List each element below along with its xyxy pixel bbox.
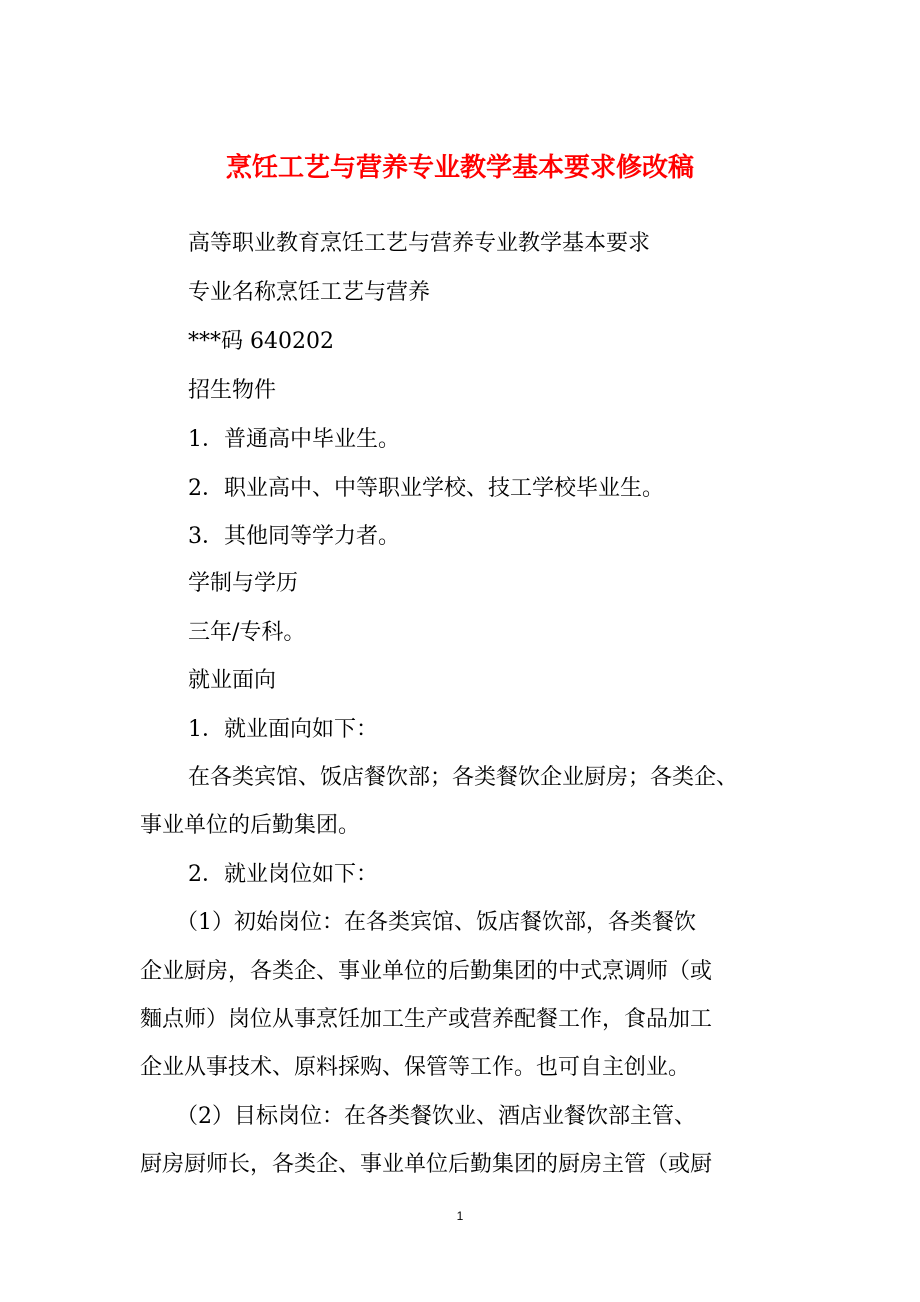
- paragraph-line: ***码 640202: [188, 329, 334, 354]
- list-item: 2．就业岗位如下：: [188, 862, 378, 887]
- paragraph-line: 企业厨房，各类企、事业单位的后勤集团的中式烹调师（或: [140, 959, 713, 984]
- paragraph-line: 事业单位的后勤集团。: [140, 813, 361, 838]
- section-heading: 招生物件: [188, 378, 277, 403]
- page-number: 1: [456, 1209, 464, 1223]
- paragraph-line: 在各类宾馆、饭店餐饮部；各类餐饮企业厨房；各类企、: [188, 765, 739, 790]
- section-heading: 学制与学历: [188, 571, 299, 596]
- paragraph-line: 厨房厨师长，各类企、事业单位后勤集团的厨房主管（或厨: [140, 1152, 713, 1177]
- paragraph-line: 三年/专科。: [188, 620, 306, 645]
- list-item: 2．职业高中、中等职业学校、技工学校毕业生。: [188, 476, 664, 501]
- paragraph-line: （2）目标岗位：在各类餐饮业、酒店业餐饮部主管、: [176, 1104, 696, 1129]
- paragraph-line: （1）初始岗位：在各类宾馆、饭店餐饮部，各类餐饮: [176, 910, 696, 935]
- paragraph-line: 专业名称烹饪工艺与营养: [188, 280, 431, 305]
- list-item: 1．就业面向如下：: [188, 717, 378, 742]
- paragraph-line: 高等职业教育烹饪工艺与营养专业教学基本要求: [188, 231, 651, 256]
- list-item: 1．普通高中毕业生。: [188, 427, 400, 452]
- paragraph-line: 麵点师）岗位从事烹饪加工生产或营养配餐工作，食品加工: [140, 1007, 713, 1032]
- document-title: 烹饪工艺与营养专业教学基本要求修改稿: [225, 153, 694, 183]
- section-heading: 就业面向: [188, 668, 277, 693]
- list-item: 3．其他同等学力者。: [188, 524, 400, 549]
- paragraph-line: 企业从事技术、原料採购、保管等工作。也可自主创业。: [140, 1055, 691, 1080]
